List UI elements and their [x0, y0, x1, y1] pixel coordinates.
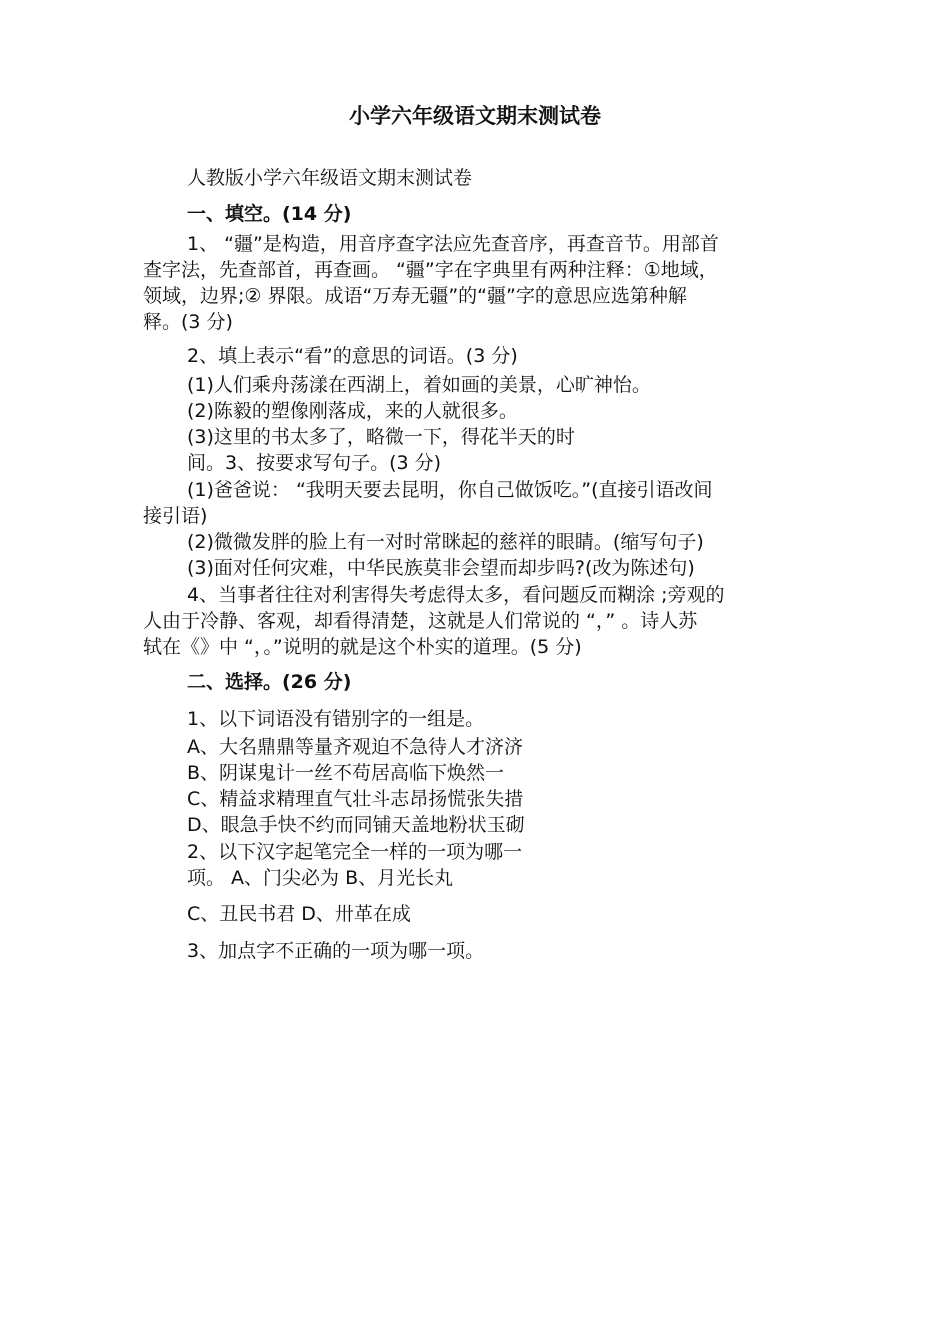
option-line: C、丑民书君 D、卅革在成: [187, 903, 411, 925]
question-line: 人由于冷静、客观，却看得清楚，这就是人们常说的 “，” 。诗人苏: [143, 610, 698, 632]
question-line: (2)陈毅的塑像刚落成，来的人就很多。: [187, 400, 518, 422]
question-line: 释。(3 分): [143, 311, 233, 333]
question-line: (2)微微发胖的脸上有一对时常眯起的慈祥的眼睛。(缩写句子): [187, 531, 704, 553]
question-line: 1、 “疆”是构造，用音序查字法应先查音序，再查音节。用部首: [187, 233, 719, 255]
option-line: 项。 A、门尖必为 B、月光长丸: [187, 867, 454, 889]
question-line: (3)面对任何灾难，中华民族莫非会望而却步吗?(改为陈述句): [187, 557, 695, 579]
question-line: (1)爸爸说： “我明天要去昆明，你自己做饭吃。”(直接引语改间: [187, 479, 713, 501]
question-line: (1)人们乘舟荡漾在西湖上，着如画的美景，心旷神怡。: [187, 374, 651, 396]
option-line: C、精益求精理直气壮斗志昂扬慌张失措: [187, 788, 524, 810]
question-line: 2、填上表示“看”的意思的词语。(3 分): [187, 345, 518, 367]
question-line: 轼在《》中 “，。”说明的就是这个朴实的道理。(5 分): [143, 636, 582, 658]
document-title: 小学六年级语文期末测试卷: [349, 104, 601, 128]
question-line: 1、以下词语没有错别字的一组是。: [187, 708, 485, 730]
option-line: A、大名鼎鼎等量齐观迫不急待人才济济: [187, 736, 523, 758]
question-line: 2、以下汉字起笔完全一样的一项为哪一: [187, 841, 523, 863]
question-line: (3)这里的书太多了，略微一下，得花半天的时: [187, 426, 575, 448]
option-line: D、眼急手快不约而同铺天盖地粉状玉砌: [187, 814, 525, 836]
question-line: 3、加点字不正确的一项为哪一项。: [187, 940, 485, 962]
section-heading-choice: 二、选择。(26 分): [187, 671, 352, 693]
section-heading-fill-blank: 一、填空。(14 分): [187, 203, 352, 225]
question-line: 领域，边界;② 界限。成语“万寿无疆”的“疆”字的意思应选第种解: [143, 285, 687, 307]
subtitle-line: 人教版小学六年级语文期末测试卷: [187, 167, 473, 189]
option-line: B、阴谋鬼计一丝不苟居高临下焕然一: [187, 762, 505, 784]
question-line: 4、当事者往往对利害得失考虑得太多，看问题反而糊涂 ;旁观的: [187, 584, 725, 606]
question-line: 接引语): [143, 505, 208, 527]
question-line: 间。3、按要求写句子。(3 分): [187, 452, 442, 474]
question-line: 查字法，先查部首，再查画。 “疆”字在字典里有两种注释：①地域，: [143, 259, 718, 281]
